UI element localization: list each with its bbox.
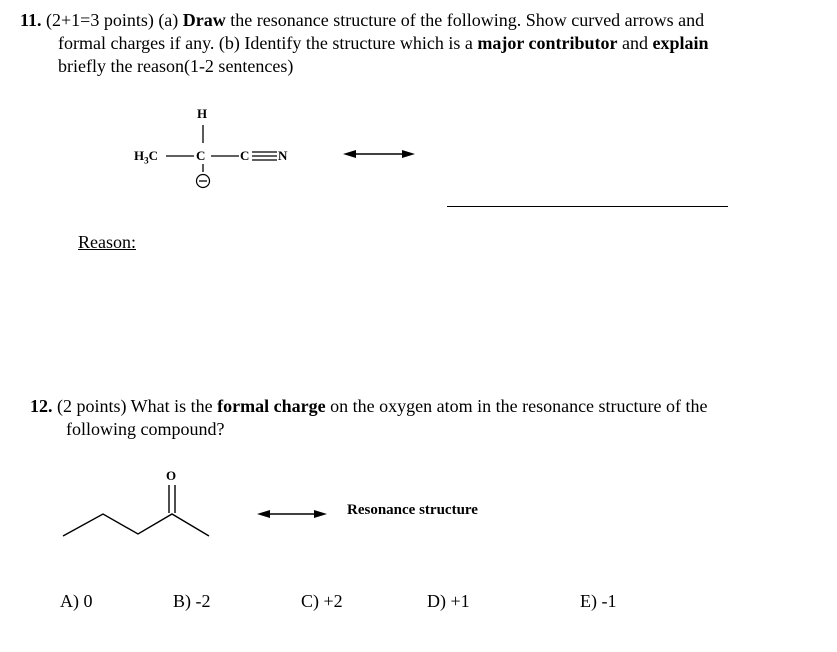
q11-text: formal charges if any. (b) Identify the structure which is a — [58, 33, 478, 53]
q12-text: on the oxygen atom in the resonance structure of the — [325, 396, 708, 416]
q11-text: and — [617, 33, 653, 53]
q11-text: (2+1=3 points) (a) — [41, 10, 183, 30]
q11-bold-major: major contributor — [477, 33, 618, 53]
q11-line-3: briefly the reason(1-2 sentences) — [58, 56, 294, 76]
methyl-c: C — [148, 148, 159, 163]
q11-number: 11. — [20, 10, 42, 30]
choice-d[interactable]: D) +1 — [427, 591, 470, 611]
q12-line-2: following compound? — [66, 419, 225, 439]
methyl-h: H — [134, 148, 145, 163]
choice-a[interactable]: A) 0 — [60, 591, 93, 611]
resonance-structure-label: Resonance structure — [347, 502, 478, 518]
q12-text: (2 points) What is the — [52, 396, 218, 416]
atom-n: N — [278, 148, 288, 163]
arrow-head-right — [314, 510, 327, 518]
atom-oxygen: O — [166, 468, 177, 483]
question-12 — [30, 395, 820, 441]
choice-c[interactable]: C) +2 — [301, 591, 343, 611]
reason-label: Reason: — [78, 232, 136, 252]
atom-c-nitrile: C — [240, 148, 250, 163]
arrow-head-left — [343, 150, 356, 158]
q11-bold-draw: Draw — [182, 10, 226, 30]
q12-line-1 — [30, 395, 820, 418]
arrow-head-right — [402, 150, 415, 158]
atom-h-top: H — [197, 106, 208, 121]
choice-b[interactable]: B) -2 — [173, 591, 211, 611]
q11-bold-explain: explain — [652, 33, 709, 53]
q11-text: the resonance structure of the following. Show curved arrows and — [225, 10, 705, 30]
choice-e[interactable]: E) -1 — [580, 591, 617, 611]
q12-bold-formal-charge: formal charge — [217, 396, 326, 416]
skeletal-chain — [63, 514, 209, 536]
arrow-head-left — [257, 510, 270, 518]
methyl-subscript: 3 — [144, 155, 149, 166]
answer-line[interactable] — [447, 206, 728, 207]
atom-methyl — [134, 148, 158, 166]
q12-number: 12. — [30, 396, 53, 416]
atom-c-center: C — [196, 148, 206, 163]
